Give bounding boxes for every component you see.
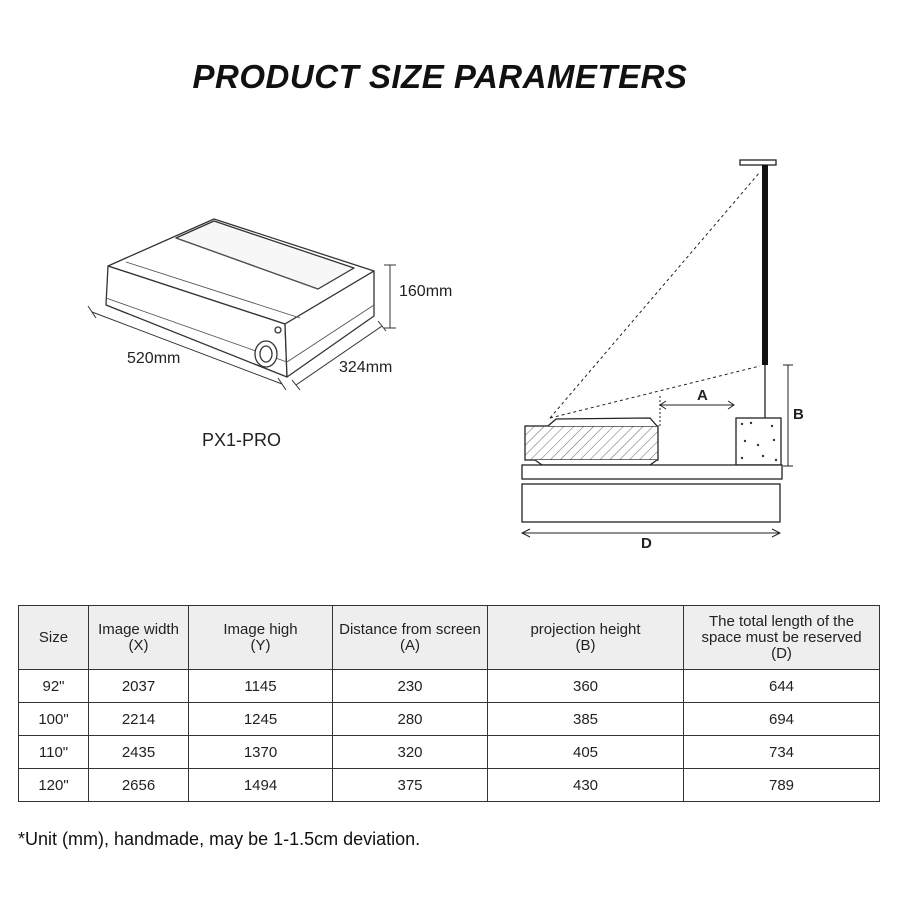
cell-total-length: 789 bbox=[684, 769, 880, 802]
cell-projection-height: 385 bbox=[488, 703, 684, 736]
table-row bbox=[19, 736, 880, 769]
cell-size: 100" bbox=[19, 703, 89, 736]
page-title: PRODUCT SIZE PARAMETERS bbox=[192, 58, 688, 95]
height-label: 160mm bbox=[399, 283, 453, 300]
cell-projection-height: 405 bbox=[488, 736, 684, 769]
table-header-row bbox=[19, 606, 880, 670]
cell-image-width: 2656 bbox=[89, 769, 189, 802]
cell-image-high: 1370 bbox=[189, 736, 333, 769]
width-label: 520mm bbox=[127, 350, 181, 367]
label-b: B bbox=[793, 406, 804, 423]
cell-size: 92" bbox=[19, 670, 89, 703]
header-size: Size bbox=[19, 606, 89, 670]
cell-distance: 280 bbox=[333, 703, 488, 736]
cell-projection-height: 430 bbox=[488, 769, 684, 802]
label-d: D bbox=[641, 535, 652, 552]
depth-label: 324mm bbox=[339, 359, 393, 376]
footnote: *Unit (mm), handmade, may be 1-1.5cm deviation. bbox=[18, 829, 421, 849]
cell-image-high: 1494 bbox=[189, 769, 333, 802]
cell-image-high: 1145 bbox=[189, 670, 333, 703]
size-parameters-table bbox=[18, 605, 880, 802]
label-a: A bbox=[697, 387, 708, 404]
cell-image-high: 1245 bbox=[189, 703, 333, 736]
setup-diagram bbox=[522, 160, 793, 537]
cell-projection-height: 360 bbox=[488, 670, 684, 703]
header-image-high: Image high (Y) bbox=[189, 606, 333, 670]
header-distance-from-screen: Distance from screen (A) bbox=[333, 606, 488, 670]
cell-total-length: 644 bbox=[684, 670, 880, 703]
table-row bbox=[19, 769, 880, 802]
table-row bbox=[19, 703, 880, 736]
cell-image-width: 2214 bbox=[89, 703, 189, 736]
cell-distance: 320 bbox=[333, 736, 488, 769]
cell-image-width: 2435 bbox=[89, 736, 189, 769]
header-projection-height: projection height (B) bbox=[488, 606, 684, 670]
cell-size: 110" bbox=[19, 736, 89, 769]
cell-size: 120" bbox=[19, 769, 89, 802]
table-row bbox=[19, 670, 880, 703]
cell-image-width: 2037 bbox=[89, 670, 189, 703]
cell-total-length: 694 bbox=[684, 703, 880, 736]
cell-total-length: 734 bbox=[684, 736, 880, 769]
header-total-length: The total length of the space must be reserved (D) bbox=[684, 606, 880, 670]
cell-distance: 375 bbox=[333, 769, 488, 802]
header-image-width: Image width (X) bbox=[89, 606, 189, 670]
cell-distance: 230 bbox=[333, 670, 488, 703]
model-label: PX1-PRO bbox=[202, 430, 282, 450]
